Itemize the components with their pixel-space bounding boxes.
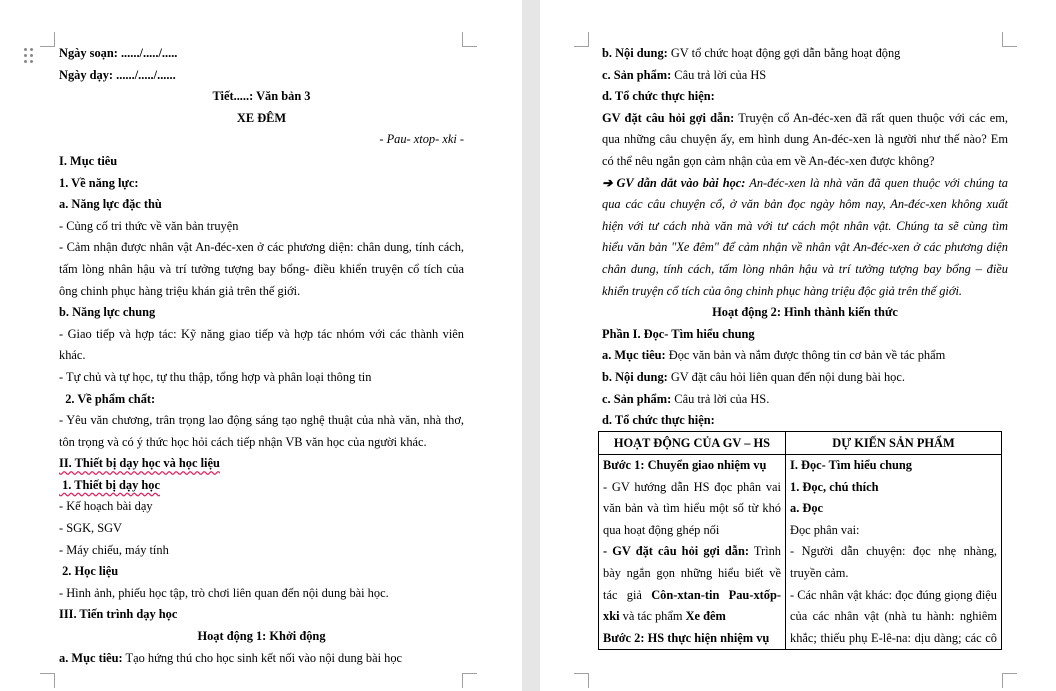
line-text: II. Thiết bị dạy học và học liệu	[59, 456, 220, 471]
cell-text: bày ngắn gọn những hiểu biết về	[603, 565, 781, 580]
text-line	[602, 65, 1008, 87]
text-line	[602, 151, 1008, 173]
cell-body: Trình	[749, 544, 781, 559]
line-label: d. Tổ chức thực hiện:	[602, 413, 715, 428]
cell-text: và tác phẩm	[619, 609, 686, 624]
cell-text: của các nhân vật (nhà tu hành: nghiêm	[790, 609, 997, 624]
text-line	[59, 345, 464, 367]
cell-line	[790, 477, 997, 499]
crop-mark	[40, 32, 55, 47]
text-line	[602, 302, 1008, 324]
text-line	[59, 389, 464, 411]
text-line	[59, 453, 464, 475]
cell-text: qua hoạt động ghép nối	[603, 522, 720, 537]
line-text: - SGK, SGV	[59, 521, 122, 536]
cell-line	[790, 498, 997, 520]
text-line	[59, 129, 464, 151]
line-text: tấm lòng nhân hậu và trí tưởng tượng bay bổng- điều khiển truyện cổ tích của	[59, 261, 464, 276]
line-label: a. Mục tiêu:	[602, 348, 666, 363]
text-line	[602, 216, 1008, 238]
cell-line	[603, 606, 781, 628]
text-line	[59, 648, 464, 670]
cell-text: - Người dẫn chuyện: đọc nhẹ nhàng,	[790, 544, 997, 559]
text-line	[602, 281, 1008, 303]
line-body: hiện với tư cách nhà văn mà với tư cách một nhân vật. Chúng ta sẽ cùng tìm	[602, 218, 1008, 233]
cell-line	[603, 477, 781, 499]
text-line	[602, 43, 1008, 65]
line-label: Phần I. Đọc- Tìm hiểu chung	[602, 326, 755, 341]
line-body: qua các câu chuyện cổ, ở văn bản đọc ngày hôm nay, An-đéc-xen không xuất	[602, 197, 1008, 212]
cell-line	[790, 455, 997, 477]
cell-text: truyền cảm.	[790, 565, 849, 580]
text-line	[602, 259, 1008, 281]
crop-mark	[462, 673, 477, 688]
line-body: GV tổ chức hoạt động gợi dẫn bằng hoạt động	[667, 46, 901, 60]
line-body: Câu trả lời của HS.	[671, 391, 770, 406]
text-line	[59, 496, 464, 518]
line-label: d. Tổ chức thực hiện:	[602, 89, 715, 104]
line-text: 1. Thiết bị dạy học	[59, 477, 160, 492]
text-line	[602, 345, 1008, 367]
line-text: 2. Về phẩm chất:	[59, 391, 156, 406]
line-label: c. Sản phẩm:	[602, 391, 672, 406]
line-text: Tiết.....: Văn bản 3	[212, 89, 311, 104]
line-body: Hoạt động 2: Hình thành kiến thức	[712, 305, 898, 320]
cell-line	[790, 541, 997, 563]
text-line	[59, 216, 464, 238]
text-line	[59, 302, 464, 324]
cell-line	[603, 563, 781, 585]
text-line	[602, 108, 1008, 130]
line-text: - Máy chiếu, máy tính	[59, 542, 169, 557]
text-line	[59, 324, 464, 346]
text-line	[59, 432, 464, 454]
crop-mark	[1002, 673, 1017, 688]
text-line	[602, 410, 1008, 432]
line-text: Ngày dạy: ....../...../......	[59, 67, 176, 82]
line-body: hiểu văn bản "Xe đêm" để cảm nhận về nhân vật An-đéc-xen ở các phương diện	[602, 240, 1008, 255]
line-text: b. Năng lực chung	[59, 305, 156, 320]
activity-table	[598, 431, 1002, 650]
text-line	[59, 108, 464, 130]
text-line	[59, 237, 464, 259]
line-text: - Kế hoạch bài dạy	[59, 499, 153, 514]
text-line	[602, 173, 1008, 195]
right-page-text	[602, 43, 1008, 432]
text-line	[602, 129, 1008, 151]
line-text: tôn trọng và có ý thức học hỏi cách tiếp nhận VB văn học của người khác.	[59, 434, 427, 449]
cell-line	[790, 520, 997, 542]
line-text: - Yêu văn chương, trân trọng lao động sáng tạo nghệ thuật của nhà văn, nhà thơ,	[59, 413, 464, 428]
line-text: III. Tiến trình dạy học	[59, 607, 178, 622]
text-line	[602, 324, 1008, 346]
cell-text: - GV hướng dẫn HS đọc phân vai	[603, 479, 781, 494]
text-line	[602, 389, 1008, 411]
cell-text: khắc; thiếu phụ E-lê-na: dịu dàng; các cô	[790, 630, 997, 645]
cell-line	[603, 520, 781, 542]
cell-text: Đọc phân vai:	[790, 522, 860, 537]
text-line	[59, 626, 464, 648]
cell-text: 1. Đọc, chú thích	[790, 479, 879, 494]
cell-text: văn bản và tìm hiểu một số từ khó	[603, 501, 781, 516]
cell-line	[790, 628, 997, 650]
line-text: Ngày soạn: ....../...../.....	[59, 46, 178, 60]
line-label: b. Nội dung:	[602, 46, 668, 60]
text-line	[602, 367, 1008, 389]
crop-mark	[574, 673, 589, 688]
cell-line	[603, 628, 781, 650]
text-line	[59, 410, 464, 432]
line-text: - Hình ảnh, phiếu học tập, trò chơi liên quan đến nội dung bài học.	[59, 585, 389, 600]
line-body: Tạo hứng thú cho học sinh kết nối vào nội dung bài học	[122, 650, 403, 665]
cell-line	[603, 585, 781, 607]
line-body: chân dung, tính cách, tấm lòng nhân hậu và trí tưởng tượng bay bổng – điều	[602, 261, 1008, 276]
cell-text: Xe đêm	[685, 609, 726, 624]
line-text: Hoạt động 1: Khởi động	[197, 629, 326, 644]
line-label: b. Nội dung:	[602, 369, 668, 384]
document-page-left	[0, 0, 522, 691]
cell-line	[603, 498, 781, 520]
text-line	[602, 237, 1008, 259]
line-text: khác.	[59, 348, 86, 363]
cell-text: tác giả	[603, 587, 652, 602]
cell-text: xki	[603, 609, 620, 624]
drag-handle-icon[interactable]	[24, 48, 36, 64]
line-text: - Củng cố tri thức về văn bản truyện	[59, 218, 239, 233]
cell-text: Bước 1: Chuyển giao nhiệm vụ	[603, 458, 767, 472]
line-text: 1. Về năng lực:	[59, 175, 139, 190]
text-line	[59, 65, 464, 87]
cell-line	[603, 455, 781, 477]
text-line	[59, 43, 464, 65]
left-page-text	[59, 43, 464, 669]
crop-mark	[40, 673, 55, 688]
line-body: khiển truyện cổ tích của ông chinh phục hàng triệu độc giả trên thế giới.	[602, 283, 963, 298]
line-text: - Tự chủ và tự học, tự thu thập, tổng hợp và phân loại thông tin	[59, 369, 372, 384]
text-line	[59, 518, 464, 540]
cell-text: Bước 2: HS thực hiện nhiệm vụ	[603, 630, 770, 645]
cell-text: Côn-xtan-tin Pau-xtốp-	[651, 587, 781, 602]
cell-text: a. Đọc	[790, 501, 824, 516]
cell-text: I. Đọc- Tìm hiểu chung	[790, 458, 912, 472]
line-text: - Giao tiếp và hợp tác: Kỹ năng giao tiếp và hợp tác nhóm với các thành viên	[59, 326, 464, 341]
text-line	[59, 151, 464, 173]
line-label: c. Sản phẩm:	[602, 67, 672, 82]
text-line	[602, 194, 1008, 216]
text-line	[59, 194, 464, 216]
cell-text: - Các nhân vật khác: đọc đúng giọng điệu	[790, 587, 997, 602]
table-cell-products	[786, 455, 1002, 650]
line-text: - Pau- xtop- xki -	[379, 132, 464, 147]
line-text: XE ĐÊM	[236, 110, 287, 125]
cell-line	[603, 541, 781, 563]
line-label: GV đặt câu hỏi gợi dẫn:	[602, 110, 735, 125]
text-line	[59, 561, 464, 583]
text-line	[59, 475, 464, 497]
line-text: 2. Học liệu	[59, 564, 119, 579]
text-line	[59, 604, 464, 626]
table-cell-activities	[599, 455, 786, 650]
cell-label: - GV đặt câu hỏi gợi dẫn:	[603, 544, 750, 559]
crop-mark	[462, 32, 477, 47]
line-label: ➔ GV dẫn dắt vào bài học:	[602, 175, 746, 190]
line-text: ông chinh phục hàng triệu khán giả trên thế giới.	[59, 283, 301, 298]
crop-mark	[574, 32, 589, 47]
line-body: Câu trả lời của HS	[671, 67, 767, 82]
line-body: An-đéc-xen là nhà văn đã quen thuộc với chúng ta	[745, 175, 1009, 190]
text-line	[59, 259, 464, 281]
document-page-right	[540, 0, 1056, 691]
table-header: DỰ KIẾN SẢN PHẨM	[786, 432, 1002, 455]
line-text: - Cảm nhận được nhân vật An-đéc-xen ở các phương diện: chân dung, tính cách,	[59, 240, 464, 255]
line-text: I. Mục tiêu	[59, 153, 118, 168]
line-body: có thể nêu ngắn gọn cảm nhận của em về An-đéc-xen được không?	[602, 153, 935, 168]
text-line	[59, 281, 464, 303]
text-line	[59, 540, 464, 562]
line-body: Truyện cổ An-đéc-xen đã rất quen thuộc với các em,	[734, 110, 1009, 125]
text-line	[59, 173, 464, 195]
cell-line	[790, 606, 997, 628]
cell-line	[790, 563, 997, 585]
table-header: HOẠT ĐỘNG CỦA GV – HS	[599, 432, 786, 455]
text-line	[602, 86, 1008, 108]
text-line	[59, 583, 464, 605]
cell-line	[790, 585, 997, 607]
line-body: Đọc văn bản và nắm được thông tin cơ bản về tác phẩm	[665, 348, 946, 363]
text-line	[59, 367, 464, 389]
line-label: a. Mục tiêu:	[59, 650, 123, 665]
text-line	[59, 86, 464, 108]
line-body: GV đặt câu hỏi liên quan đến nội dung bài học.	[667, 369, 905, 384]
line-text: a. Năng lực đặc thù	[59, 197, 162, 212]
line-body: qua những câu chuyện ấy, em hình dung An-đéc-xen là người như thế nào? Em	[602, 132, 1008, 147]
